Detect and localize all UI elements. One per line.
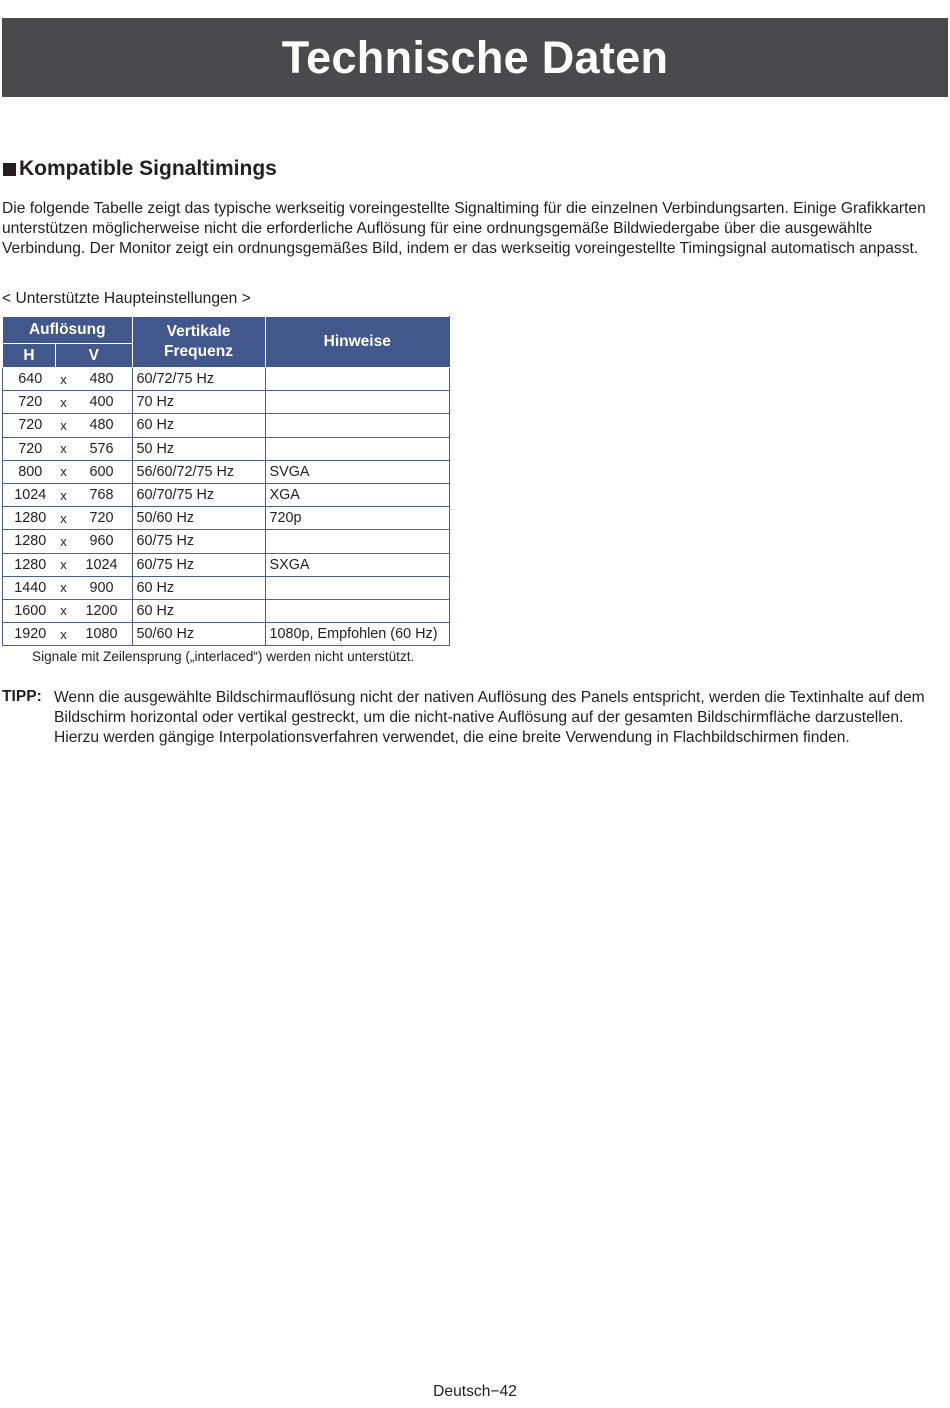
tip-text: Wenn die ausgewählte Bildschirmauflösung nicht der nativen Auflösung des Panels entspricht, werden die Textinhalte auf dem Bildschirm horizontal oder vertikal gestreckt, um die nicht-native Auflösung auf der gesamten Bildschirmfläche darzustellen. Hierzu werden gängige Interpolationsverfahren verwendet, die eine breite Verwendung in Flachbildschirmen finden.: [54, 689, 925, 747]
cell-frequency: 60 Hz: [132, 414, 265, 437]
table-row: [3, 368, 450, 391]
cell-x: x: [56, 623, 72, 646]
cell-h: 1600: [3, 599, 56, 622]
cell-frequency: 50/60 Hz: [132, 623, 265, 646]
cell-x: x: [56, 483, 72, 506]
cell-frequency: 70 Hz: [132, 391, 265, 414]
cell-frequency: 60 Hz: [132, 599, 265, 622]
cell-v: 400: [72, 391, 133, 414]
cell-note: [265, 599, 450, 622]
table-row: [3, 391, 450, 414]
cell-note: [265, 437, 450, 460]
bullet-square-icon: [3, 163, 16, 176]
header-resolution: Auflösung: [3, 317, 133, 344]
cell-v: 1024: [72, 553, 133, 576]
header-h: H: [3, 344, 56, 368]
cell-h: 1280: [3, 553, 56, 576]
table-row: [3, 623, 450, 646]
cell-note: 720p: [265, 507, 450, 530]
cell-x: x: [56, 391, 72, 414]
signal-timing-table: [2, 316, 450, 646]
cell-x: x: [56, 414, 72, 437]
cell-note: [265, 576, 450, 599]
cell-h: 1280: [3, 530, 56, 553]
cell-note: SXGA: [265, 553, 450, 576]
cell-h: 720: [3, 391, 56, 414]
table-row: [3, 530, 450, 553]
table-row: [3, 437, 450, 460]
page-number: Deutsch−42: [433, 1383, 517, 1400]
table-row: [3, 460, 450, 483]
cell-v: 576: [72, 437, 133, 460]
cell-h: 640: [3, 368, 56, 391]
cell-x: x: [56, 460, 72, 483]
page-header: [2, 18, 948, 97]
cell-x: x: [56, 530, 72, 553]
cell-v: 960: [72, 530, 133, 553]
cell-v: 480: [72, 368, 133, 391]
cell-frequency: 60/75 Hz: [132, 530, 265, 553]
cell-h: 1024: [3, 483, 56, 506]
cell-note: [265, 391, 450, 414]
cell-frequency: 56/60/72/75 Hz: [132, 460, 265, 483]
header-v: V: [56, 344, 133, 368]
cell-v: 1080: [72, 623, 133, 646]
cell-note: [265, 414, 450, 437]
cell-x: x: [56, 437, 72, 460]
table-body: [3, 368, 450, 646]
cell-frequency: 60/70/75 Hz: [132, 483, 265, 506]
section-title-text: Kompatible Signaltimings: [19, 157, 277, 180]
cell-v: 900: [72, 576, 133, 599]
cell-x: x: [56, 553, 72, 576]
cell-frequency: 50 Hz: [132, 437, 265, 460]
intro-paragraph: Die folgende Tabelle zeigt das typische werkseitig voreingestellte Signaltiming für die einzelnen Verbindungsarten. Einige Grafikkarten unterstützen möglicherweise nicht die erforderliche Auflösung für eine ordnungsgemäße Bildwiedergabe über die ausgewählte Verbindung. Der Monitor zeigt ein ordnungsgemäßes Bild, indem er das werkseitig voreingestellte Timingsignal automatisch anpasst.: [2, 200, 926, 258]
cell-frequency: 60/75 Hz: [132, 553, 265, 576]
cell-h: 1920: [3, 623, 56, 646]
table-row: [3, 414, 450, 437]
header-frequency-label: Vertikale Frequenz: [164, 323, 233, 360]
cell-note: 1080p, Empfohlen (60 Hz): [265, 623, 450, 646]
cell-h: 720: [3, 414, 56, 437]
cell-frequency: 60/72/75 Hz: [132, 368, 265, 391]
cell-note: [265, 368, 450, 391]
table-row: [3, 553, 450, 576]
cell-note: SVGA: [265, 460, 450, 483]
cell-note: XGA: [265, 483, 450, 506]
cell-h: 720: [3, 437, 56, 460]
cell-h: 800: [3, 460, 56, 483]
cell-x: x: [56, 599, 72, 622]
table-footnote: Signale mit Zeilensprung („interlaced“) werden nicht unterstützt.: [32, 649, 415, 664]
page-title: Technische Daten: [281, 31, 669, 83]
cell-v: 1200: [72, 599, 133, 622]
cell-v: 600: [72, 460, 133, 483]
table-row: [3, 507, 450, 530]
cell-x: x: [56, 368, 72, 391]
table-row: [3, 599, 450, 622]
cell-x: x: [56, 576, 72, 599]
header-frequency: [132, 317, 265, 368]
table-row: [3, 576, 450, 599]
cell-frequency: 50/60 Hz: [132, 507, 265, 530]
section-title: [3, 157, 277, 181]
cell-frequency: 60 Hz: [132, 576, 265, 599]
cell-v: 480: [72, 414, 133, 437]
header-notes: Hinweise: [265, 317, 450, 368]
cell-v: 768: [72, 483, 133, 506]
cell-note: [265, 530, 450, 553]
table-caption: < Unterstützte Haupteinstellungen >: [2, 290, 251, 307]
cell-v: 720: [72, 507, 133, 530]
cell-h: 1440: [3, 576, 56, 599]
cell-h: 1280: [3, 507, 56, 530]
tip-label: TIPP:: [2, 688, 42, 705]
table-row: [3, 483, 450, 506]
cell-x: x: [56, 507, 72, 530]
